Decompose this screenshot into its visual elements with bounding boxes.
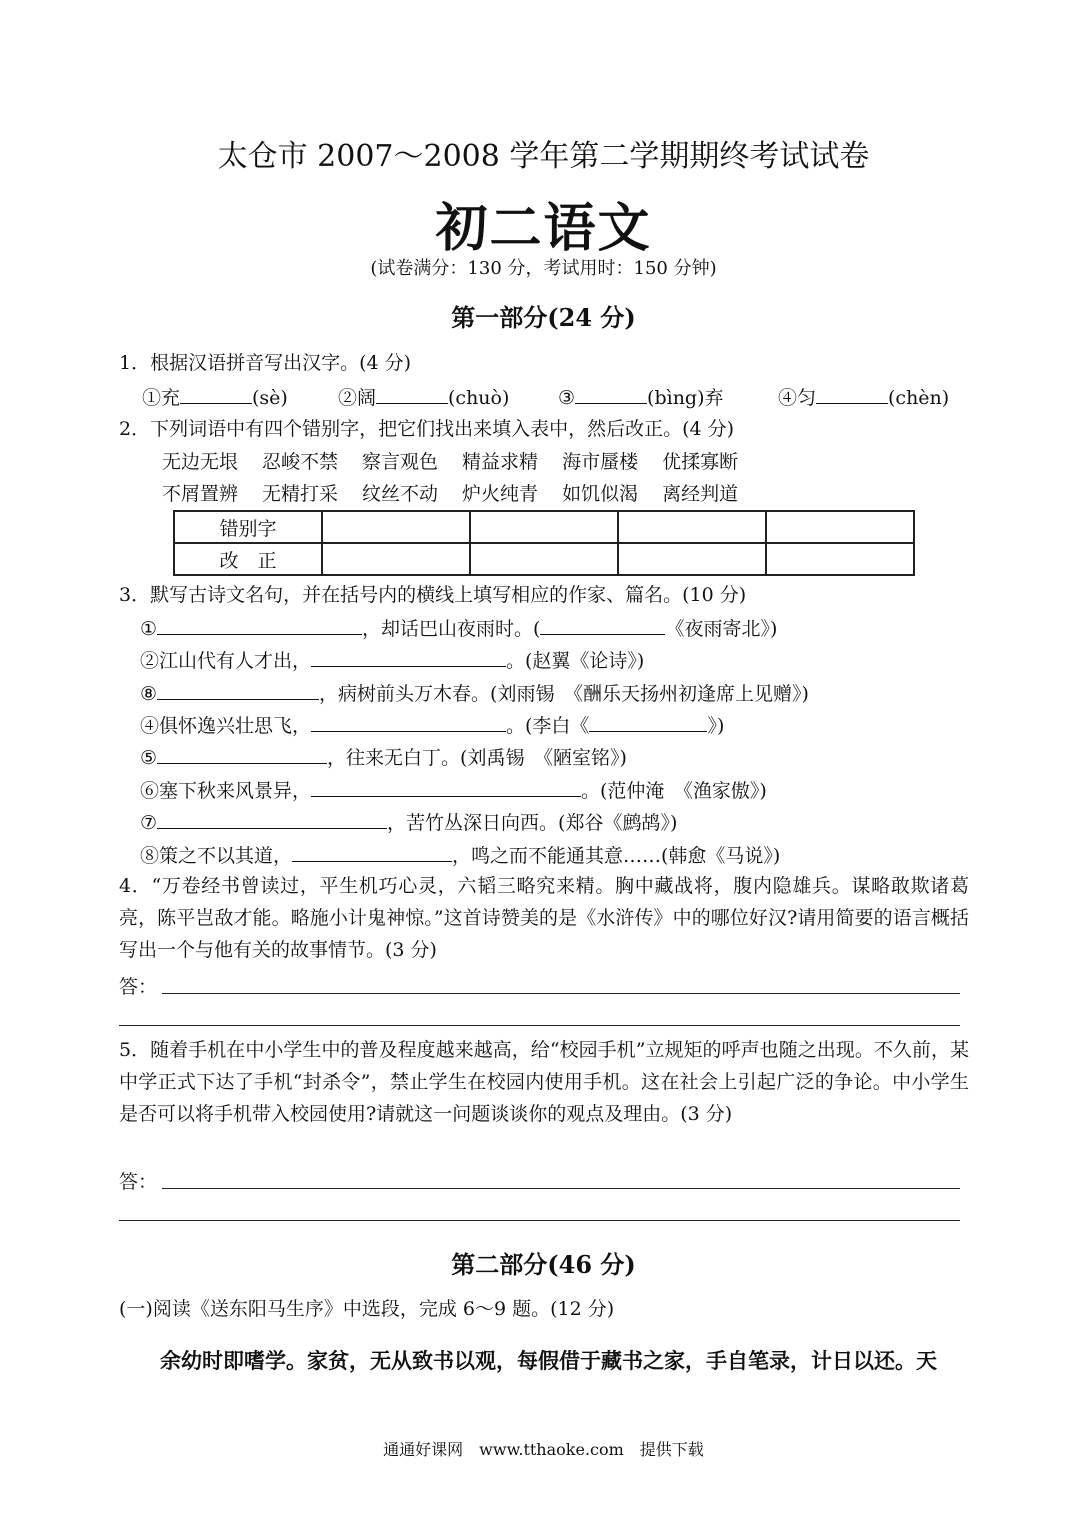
word: 炉火纯青 — [462, 483, 539, 505]
word: 察言观色 — [362, 451, 439, 473]
answer-blank[interactable] — [816, 385, 888, 404]
q3-prompt: 3．默写古诗文名句，并在括号内的横线上填写相应的作家、篇名。(10 分) — [119, 584, 747, 606]
table-cell[interactable] — [470, 543, 618, 575]
q1-item-pre: ③ — [558, 387, 576, 409]
q4-text: 4．“万卷经书曾读过，平生机巧心灵，六韬三略究来精。胸中藏战将，腹内隐雄兵。谋略敢欺诸葛亮，陈平岂敌才能。略施小计鬼神惊。”这首诗赞美的是《水浒传》中的哪位好汉?请用简要的语言概括写出一个与他有关的故事情节。(3 分) — [119, 875, 969, 961]
q3-text: ⑤ — [140, 747, 158, 769]
q3-line-3 — [140, 681, 809, 706]
q1-item-post: (bìng)弃 — [647, 387, 724, 409]
q3-line-5 — [140, 745, 627, 770]
answer-line[interactable] — [162, 993, 960, 994]
answer-blank[interactable] — [157, 616, 362, 635]
word: 优揉寡断 — [662, 451, 739, 473]
word: 无精打采 — [262, 483, 339, 505]
answer-blank[interactable] — [575, 385, 647, 404]
q1-item-post: (chèn) — [888, 387, 950, 409]
answer-line[interactable] — [119, 1025, 960, 1026]
answer-blank[interactable] — [157, 745, 327, 764]
exam-meta: (试卷满分：130 分，考试用时：150 分钟) — [370, 258, 717, 279]
q5-answer-label: 答： — [119, 1171, 158, 1193]
answer-blank[interactable] — [311, 778, 581, 797]
q1-item-post: (sè) — [252, 387, 288, 409]
q1-item-pre: ②阔 — [338, 387, 377, 409]
q1-item-3 — [558, 385, 724, 410]
part2-heading: 第二部分(46 分) — [451, 1250, 636, 1279]
answer-blank[interactable] — [311, 648, 506, 667]
subject-title: 初二语文 — [435, 198, 652, 259]
word: 忍峻不禁 — [262, 451, 339, 473]
word: 精益求精 — [462, 451, 539, 473]
answer-blank[interactable] — [376, 385, 448, 404]
q3-text: ① — [140, 618, 158, 640]
table-cell[interactable] — [618, 543, 766, 575]
answer-blank[interactable] — [180, 385, 252, 404]
q3-text: 。(赵翼《论诗》) — [506, 650, 645, 672]
q5-text: 5．随着手机在中小学生中的普及程度越来越高，给“校园手机”立规矩的呼声也随之出现。不久前，某中学正式下达了手机“封杀令”，禁止学生在校园内使用手机。这在社会上引起广泛的争论。中小学生是否可以将手机带入校园使用?请就这一问题谈谈你的观点及理由。(3 分) — [119, 1039, 969, 1125]
q3-text: ，却话巴山夜雨时。( — [362, 618, 541, 640]
q1-item-4 — [778, 385, 949, 410]
answer-blank[interactable] — [311, 713, 506, 732]
q2-word-row-1 — [162, 450, 762, 474]
reading-passage: 余幼时即嗜学。家贫，无从致书以观，每假借于藏书之家，手自笔录，计日以还。天 — [160, 1349, 937, 1373]
answer-line[interactable] — [162, 1188, 960, 1189]
q3-line-4 — [140, 713, 724, 738]
q3-text: ，病树前头万木春。(刘雨锡 《酬乐天扬州初逢席上见赠》) — [319, 683, 809, 705]
table-row — [174, 543, 914, 575]
q3-text: 《夜雨寄北》) — [665, 618, 778, 640]
q1-item-pre: ④匀 — [778, 387, 817, 409]
word: 如饥似渴 — [562, 483, 639, 505]
q3-line-2 — [140, 648, 644, 673]
q3-line-1 — [140, 616, 777, 641]
q3-text: ②江山代有人才出， — [140, 650, 312, 672]
q3-line-8 — [140, 843, 780, 868]
q1-item-pre: ①充 — [142, 387, 181, 409]
table-cell[interactable] — [766, 511, 914, 543]
answer-blank[interactable] — [540, 616, 665, 635]
q4-answer-label: 答： — [119, 976, 158, 998]
answer-blank[interactable] — [157, 810, 387, 829]
table-cell[interactable] — [618, 511, 766, 543]
q2-word-row-2 — [162, 482, 762, 506]
table-row-label: 改 正 — [174, 543, 322, 575]
q1-prompt: 1．根据汉语拼音写出汉字。(4 分) — [119, 352, 412, 374]
word: 离经判道 — [662, 483, 739, 505]
q2-prompt: 2．下列词语中有四个错别字，把它们找出来填入表中，然后改正。(4 分) — [119, 418, 735, 440]
q3-text: 。(范仲淹 《渔家傲》) — [581, 780, 767, 802]
q3-text: ，苦竹丛深日向西。(郑谷《鹧鸪》) — [387, 812, 678, 834]
reading-intro: (一)阅读《送东阳马生序》中选段，完成 6～9 题。(12 分) — [119, 1298, 615, 1320]
page-footer: 通通好课网 www.tthaoke.com 提供下载 — [383, 1440, 704, 1459]
q3-text: ⑦ — [140, 812, 158, 834]
q3-text: ⑧ — [140, 683, 158, 705]
answer-blank[interactable] — [292, 843, 452, 862]
q3-text: ⑧策之不以其道， — [140, 845, 293, 867]
word: 不屑置辨 — [162, 483, 239, 505]
part1-heading: 第一部分(24 分) — [451, 303, 636, 332]
answer-blank[interactable] — [589, 713, 707, 732]
q3-line-6 — [140, 778, 767, 803]
q1-item-2 — [338, 385, 509, 410]
table-cell[interactable] — [470, 511, 618, 543]
table-cell[interactable] — [766, 543, 914, 575]
table-cell[interactable] — [322, 511, 470, 543]
q3-line-7 — [140, 810, 677, 835]
q3-text: ⑥塞下秋来风景异， — [140, 780, 312, 802]
table-row-label: 错别字 — [174, 511, 322, 543]
exam-title: 太仓市 2007～2008 学年第二学期期终考试试卷 — [217, 139, 870, 174]
q3-text: ④俱怀逸兴壮思飞， — [140, 715, 312, 737]
q3-text: ，鸣之而不能通其意……(韩愈《马说》) — [452, 845, 781, 867]
answer-line[interactable] — [119, 1220, 960, 1221]
q1-item-post: (chuò) — [448, 387, 510, 409]
error-correction-table — [173, 510, 915, 576]
table-row — [174, 511, 914, 543]
table-cell[interactable] — [322, 543, 470, 575]
word: 无边无垠 — [162, 451, 239, 473]
q1-item-1 — [142, 385, 288, 410]
word: 纹丝不动 — [362, 483, 439, 505]
q3-text: 。(李白《 — [506, 715, 590, 737]
q3-text: 》) — [707, 715, 725, 737]
word: 海市蜃楼 — [562, 451, 639, 473]
q3-text: ，往来无白丁。(刘禹锡 《陋室铭》) — [327, 747, 627, 769]
answer-blank[interactable] — [157, 681, 319, 700]
